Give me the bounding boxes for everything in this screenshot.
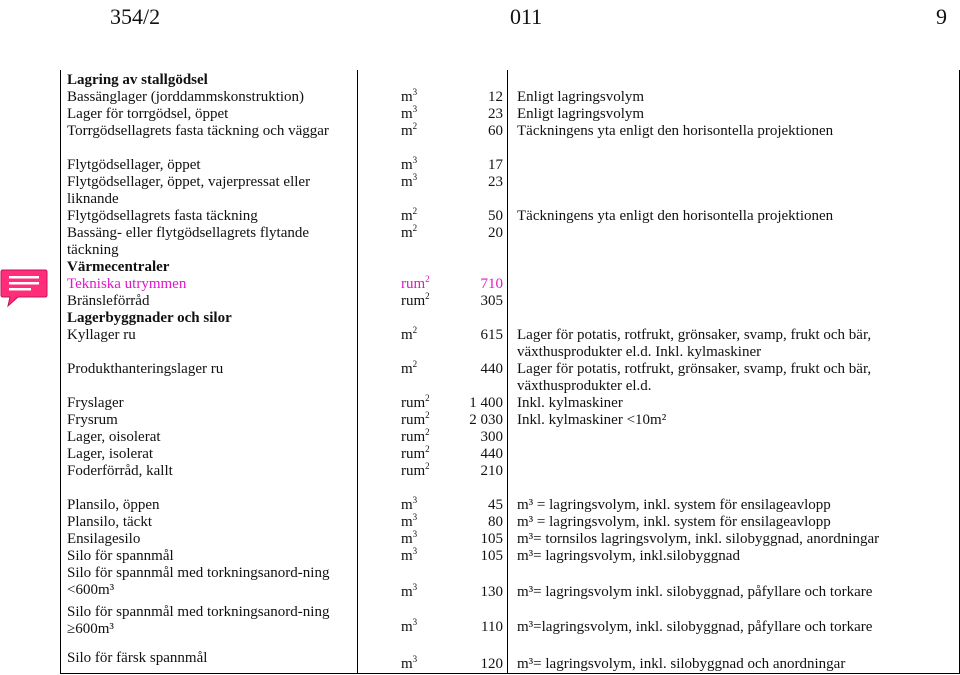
row-value: 105 — [480, 531, 503, 547]
row-unit: $m^2$ — [401, 121, 418, 139]
row-note: Täckningens yta enligt den horisontella projektionen — [517, 208, 834, 224]
row-label: Bränsleförråd — [67, 293, 150, 309]
row-note: m³ = lagringsvolym, inkl. system för ensilageavlopp — [517, 497, 831, 513]
comment-icon[interactable] — [0, 268, 48, 308]
row-unit: $m^3$ — [401, 617, 418, 635]
row-value: 1 400 — [469, 395, 503, 411]
row-value: 2 030 — [469, 412, 503, 428]
row-value: 105 — [480, 548, 503, 564]
row-note: Inkl. kylmaskiner — [517, 395, 623, 411]
row-label: Flytgödsellagrets fasta täckning — [67, 208, 258, 224]
row-label: Flytgödsellager, öppet — [67, 157, 201, 173]
header-page-number: 9 — [936, 4, 947, 29]
row-note: Inkl. kylmaskiner <10m² — [517, 412, 667, 428]
row-unit: rum$^2$ — [401, 274, 430, 292]
row-value: 17 — [488, 157, 503, 173]
row-value: 710 — [480, 276, 503, 292]
header-center-number: 011 — [510, 4, 543, 29]
row-label: Kyllager ru — [67, 327, 136, 343]
row-unit: $m^2$ — [401, 206, 418, 224]
row-unit: $m^3$ — [401, 582, 418, 600]
row-value: 615 — [480, 327, 503, 343]
row-label: Silo för spannmål med torkningsanord-ning <600m³ — [67, 565, 330, 598]
row-unit: $m^3$ — [401, 512, 418, 530]
row-note: Lager för potatis, rotfrukt, grönsaker, svamp, frukt och bär, växthusprodukter el.d. — [517, 361, 872, 394]
row-unit: rum$^2$ — [401, 410, 430, 428]
row-label: Silo för spannmål — [67, 548, 174, 564]
row-label: Fryslager — [67, 395, 124, 411]
row-value: 300 — [480, 429, 503, 445]
row-value: 23 — [488, 106, 503, 122]
row-note: Enligt lagringsvolym — [517, 89, 645, 105]
page-header — [0, 0, 960, 36]
row-note: m³= lagringsvolym, inkl.silobyggnad — [517, 548, 740, 564]
row-unit: $m^2$ — [401, 223, 418, 241]
row-value: 23 — [488, 174, 503, 190]
row-label: Tekniska utrymmen — [67, 276, 187, 292]
row-label: Lager för torrgödsel, öppet — [67, 106, 229, 122]
row-unit: $m^2$ — [401, 359, 418, 377]
row-value: 440 — [480, 446, 503, 462]
row-label: Silo för spannmål med torkningsanord-ning ≥600m³ — [67, 604, 330, 637]
row-note: Lager för potatis, rotfrukt, grönsaker, svamp, frukt och bär, växthusprodukter el.d. Inkl. kylmaskiner — [517, 327, 872, 360]
row-value: 110 — [481, 619, 503, 635]
row-unit: $m^3$ — [401, 104, 418, 122]
row-note: m³= lagringsvolym inkl. silobyggnad, påfyllare och torkare — [517, 584, 873, 600]
row-label: Torrgödsellagrets fasta täckning och väggar — [67, 123, 329, 139]
row-label: Bassäng- eller flytgödsellagrets flytande täckning — [67, 225, 310, 258]
row-note: m³=lagringsvolym, inkl. silobyggnad, påfyllare och torkare — [517, 619, 873, 635]
row-note: m³= tornsilos lagringsvolym, inkl. silobyggnad, anordningar — [517, 531, 880, 547]
row-label: Lager, oisolerat — [67, 429, 161, 445]
row-label: Lagerbyggnader och silor — [67, 310, 232, 326]
row-label: Värmecentraler — [67, 259, 170, 275]
row-value: 305 — [480, 293, 503, 309]
row-unit: $m^3$ — [401, 546, 418, 564]
row-value: 60 — [488, 123, 503, 139]
row-unit: $m^3$ — [401, 172, 418, 190]
row-value: 50 — [488, 208, 503, 224]
row-value: 12 — [488, 89, 503, 105]
row-unit: $m^3$ — [401, 87, 418, 105]
column-divider — [507, 70, 508, 673]
row-unit: $m^3$ — [401, 495, 418, 513]
row-label: Silo för färsk spannmål — [67, 650, 208, 666]
data-table — [60, 70, 960, 674]
row-unit: rum$^2$ — [401, 444, 430, 462]
row-unit: $m^3$ — [401, 155, 418, 173]
row-unit: $m^3$ — [401, 654, 418, 672]
row-note: Täckningens yta enligt den horisontella projektionen — [517, 123, 834, 139]
row-value: 120 — [480, 656, 503, 672]
row-value: 45 — [488, 497, 503, 513]
row-label: Plansilo, täckt — [67, 514, 152, 530]
row-note: m³ = lagringsvolym, inkl. system för ensilageavlopp — [517, 514, 831, 530]
row-value: 440 — [480, 361, 503, 377]
row-label: Flytgödsellager, öppet, vajerpressat eller liknande — [67, 174, 311, 207]
row-note: m³= lagringsvolym, inkl. silobyggnad och anordningar — [517, 656, 846, 672]
row-label: Foderförråd, kallt — [67, 463, 173, 479]
row-value: 210 — [480, 463, 503, 479]
row-label: Produkthanteringslager ru — [67, 361, 224, 377]
row-label: Frysrum — [67, 412, 118, 428]
row-unit: rum$^2$ — [401, 427, 430, 445]
row-label: Lagring av stallgödsel — [67, 72, 208, 88]
row-value: 80 — [488, 514, 503, 530]
column-divider — [357, 70, 358, 673]
row-label: Plansilo, öppen — [67, 497, 160, 513]
row-value: 20 — [488, 225, 503, 241]
row-label: Ensilagesilo — [67, 531, 141, 547]
row-note: Enligt lagringsvolym — [517, 106, 645, 122]
row-value: 130 — [480, 584, 503, 600]
row-unit: rum$^2$ — [401, 291, 430, 309]
header-left-number: 354/2 — [110, 4, 161, 29]
row-unit: $m^2$ — [401, 325, 418, 343]
row-label: Bassänglager (jorddammskonstruktion) — [67, 89, 305, 105]
row-unit: $m^3$ — [401, 529, 418, 547]
row-unit: rum$^2$ — [401, 393, 430, 411]
row-label: Lager, isolerat — [67, 446, 154, 462]
row-unit: rum$^2$ — [401, 461, 430, 479]
